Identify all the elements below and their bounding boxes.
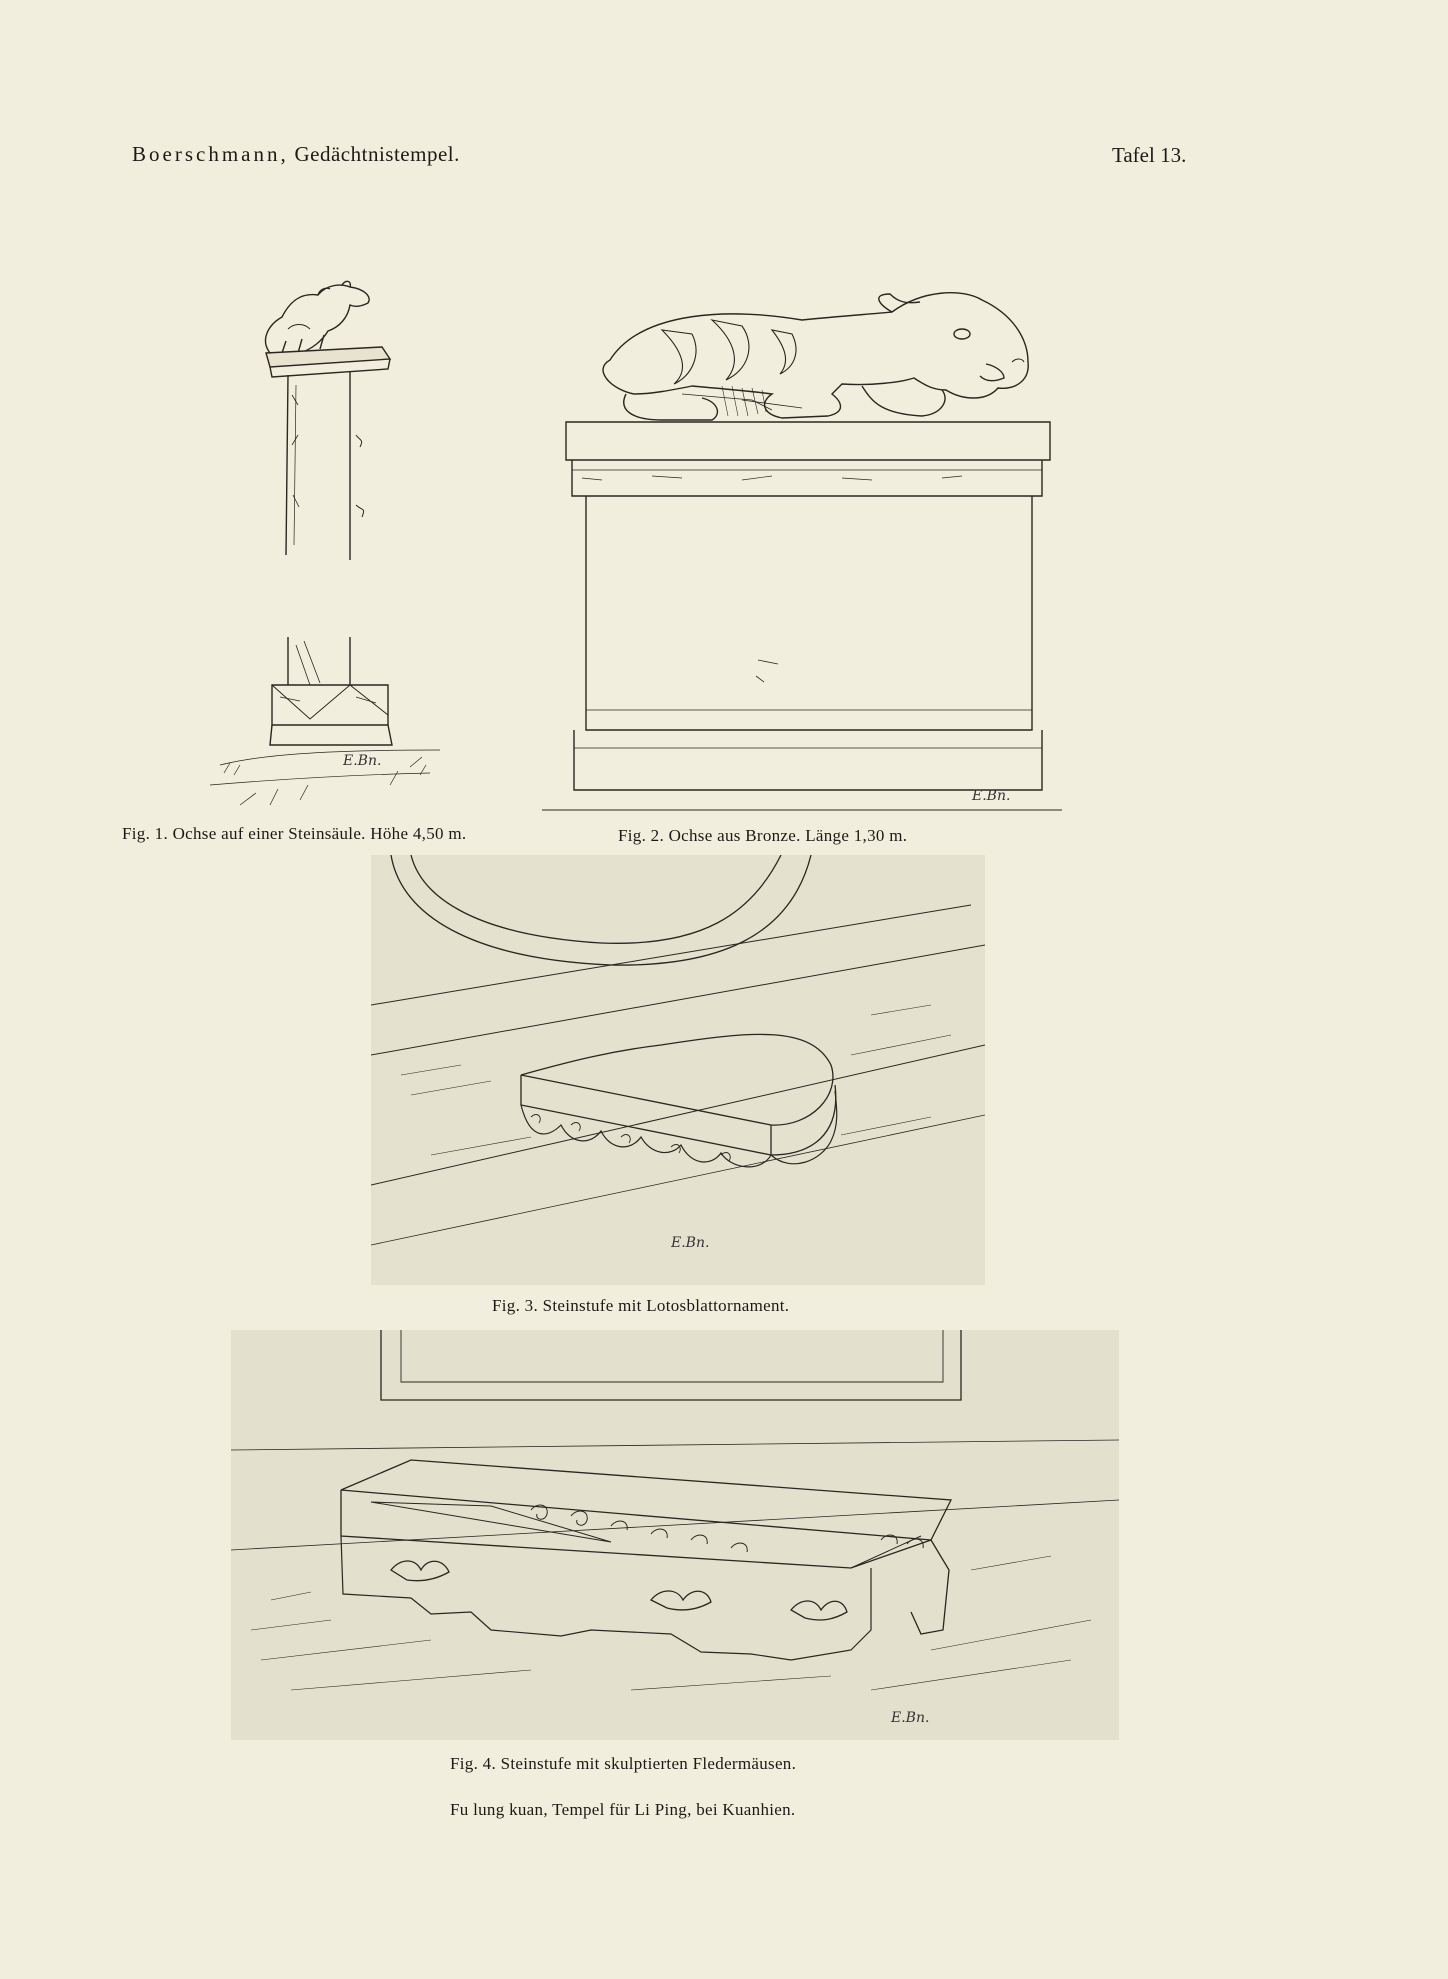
figure-3-signature: E.Bn. bbox=[671, 1235, 710, 1251]
figure-1-caption: Fig. 1. Ochse auf einer Steinsäule. Höhe 4,50 m. bbox=[122, 824, 467, 843]
figure-2-caption: Fig. 2. Ochse aus Bronze. Länge 1,30 m. bbox=[618, 826, 908, 845]
figure-1-signature: E.Bn. bbox=[343, 753, 382, 769]
figure-4-subcaption: Fu lung kuan, Tempel für Li Ping, bei Kuanhien. bbox=[450, 1800, 796, 1819]
figure-1-drawing bbox=[200, 245, 470, 815]
figure-2-drawing bbox=[542, 290, 1082, 825]
header-author: Boerschmann, bbox=[132, 142, 289, 166]
figure-4-caption: Fig. 4. Steinstufe mit skulptierten Fledermäusen. bbox=[450, 1754, 797, 1773]
figure-3-drawing bbox=[371, 855, 985, 1285]
figure-3-caption: Fig. 3. Steinstufe mit Lotosblattornament. bbox=[492, 1296, 790, 1315]
header-title: Gedächtnistempel. bbox=[294, 142, 460, 166]
running-header bbox=[132, 142, 460, 167]
figure-2-signature: E.Bn. bbox=[972, 788, 1011, 804]
plate-number: Tafel 13. bbox=[1112, 143, 1187, 167]
figure-4-drawing bbox=[231, 1330, 1119, 1740]
figure-4-signature: E.Bn. bbox=[891, 1710, 930, 1726]
